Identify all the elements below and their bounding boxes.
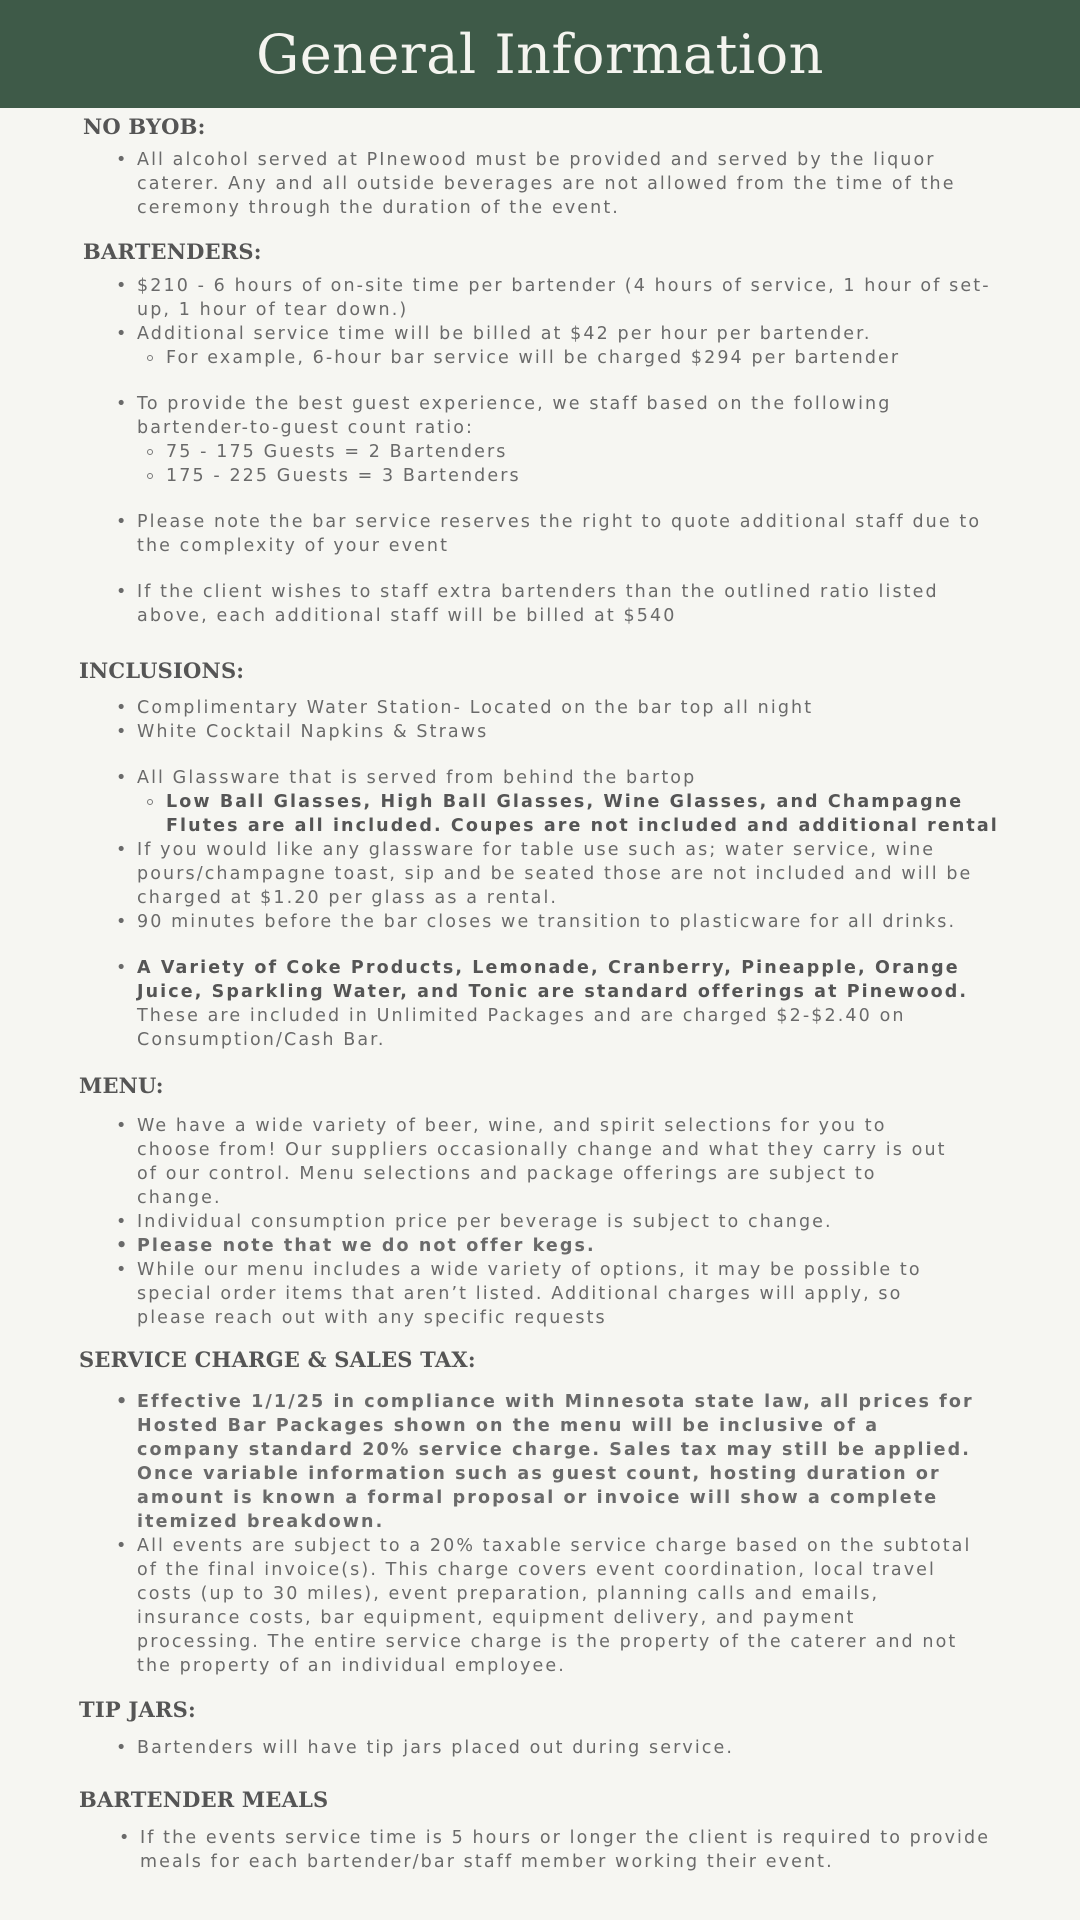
list-item: • $210 - 6 hours of on-site time per bartender (4 hours of service, 1 hour of set-up, 1 hour of tear down.): [112, 274, 992, 322]
sublist: [137, 440, 992, 488]
tips-list: [112, 1736, 992, 1760]
list-item: • While our menu includes a wide variety of options, it may be possible to special order items that aren’t listed. Additional charges will apply, so please reach out with any specific requests: [112, 1258, 947, 1330]
list-item: • Complimentary Water Station- Located on the bar top all night: [112, 696, 1012, 720]
list-item-bold-text: A Variety of Coke Products, Lemonade, Cranberry, Pineapple, Orange Juice, Sparkling Water, and Tonic are standard offerings at Pinewood.: [137, 958, 969, 1002]
list-item-text: Additional service time will be billed at $42 per hour per bartender.: [137, 324, 872, 344]
sublist-item: For example, 6-hour bar service will be charged $294 per bartender: [137, 346, 992, 370]
page-title: General Information: [256, 23, 824, 86]
sublist: [137, 790, 1012, 838]
list-item: • If the client wishes to staff extra bartenders than the outlined ratio listed above, each additional staff will be billed at $540: [112, 580, 992, 628]
list-item: • All events are subject to a 20% taxable service charge based on the subtotal of the final invoice(s). This charge covers event coordination, local travel costs (up to 30 miles), event preparation, planning calls and emails, insurance costs, bar equipment, equipment delivery, and payment processing. The entire service charge is the property of the caterer and not the property of an individual employee.: [112, 1534, 982, 1678]
menu-list: [112, 1114, 947, 1330]
list-item: • All alcohol served at PInewood must be provided and served by the liquor caterer. Any and all outside beverages are not allowed from the time of the ceremony through the duration of the event.: [112, 148, 1012, 220]
list-item: • Individual consumption price per beverage is subject to change.: [112, 1210, 947, 1234]
list-item: [112, 956, 992, 1052]
sublist-item: Low Ball Glasses, High Ball Glasses, Wine Glasses, and Champagne Flutes are all included. Coupes are not included and additional rental: [137, 790, 1012, 838]
page-header: [0, 0, 1080, 108]
list-item-text: These are included in Unlimited Packages and are charged $2-$2.40 on Consumption/Cash Bar.: [137, 1006, 906, 1050]
list-item: [112, 766, 1012, 838]
sublist-item: 75 - 175 Guests = 2 Bartenders: [137, 440, 992, 464]
section-title-bartender-meals: BARTENDER MEALS: [79, 1787, 329, 1812]
list-item: • Please note the bar service reserves the right to quote additional staff due to the complexity of your event: [112, 510, 992, 558]
sublist-item: 175 - 225 Guests = 3 Bartenders: [137, 464, 992, 488]
list-item: • White Cocktail Napkins & Straws: [112, 720, 1012, 744]
bartenders-list: [112, 274, 992, 628]
sublist: [137, 346, 992, 370]
list-item-text: All Glassware that is served from behind the bartop: [137, 768, 697, 788]
list-item: • Please note that we do not offer kegs.: [112, 1234, 947, 1258]
list-item: • We have a wide variety of beer, wine, and spirit selections for you to choose from! Our suppliers occasionally change and what they carry is out of our control. Menu selections and package offerings are subject to change.: [112, 1114, 947, 1210]
service-list: [112, 1390, 982, 1678]
section-title-tip-jars: TIP JARS:: [79, 1697, 196, 1722]
inclusions-list: [112, 696, 1012, 1052]
byob-list: [112, 148, 1012, 220]
list-item: [112, 322, 992, 370]
list-item: • Effective 1/1/25 in compliance with Minnesota state law, all prices for Hosted Bar Packages shown on the menu will be inclusive of a company standard 20% service charge. Sales tax may still be applied. Once variable information such as guest count, hosting duration or amount is known a formal proposal or invoice will show a complete itemized breakdown.: [112, 1390, 982, 1534]
section-title-service-charge: SERVICE CHARGE & SALES TAX:: [79, 1347, 476, 1372]
section-title-byob: NO BYOB:: [83, 114, 206, 139]
section-title-inclusions: INCLUSIONS:: [79, 658, 245, 683]
list-item: • If you would like any glassware for table use such as; water service, wine pours/champagne toast, sip and be seated those are not included and will be charged at $1.20 per glass as a rental.: [112, 838, 992, 910]
list-item: [112, 392, 992, 488]
list-item: • Bartenders will have tip jars placed out during service.: [112, 1736, 992, 1760]
list-item: • If the events service time is 5 hours or longer the client is required to provide meals for each bartender/bar staff member working their event.: [115, 1826, 995, 1874]
list-item-text: To provide the best guest experience, we staff based on the following bartender-to-guest count ratio:: [137, 394, 892, 438]
section-title-menu: MENU:: [79, 1073, 164, 1098]
section-title-bartenders: BARTENDERS:: [83, 239, 262, 264]
list-item: • 90 minutes before the bar closes we transition to plasticware for all drinks.: [112, 910, 1012, 934]
meals-list: [115, 1826, 995, 1874]
